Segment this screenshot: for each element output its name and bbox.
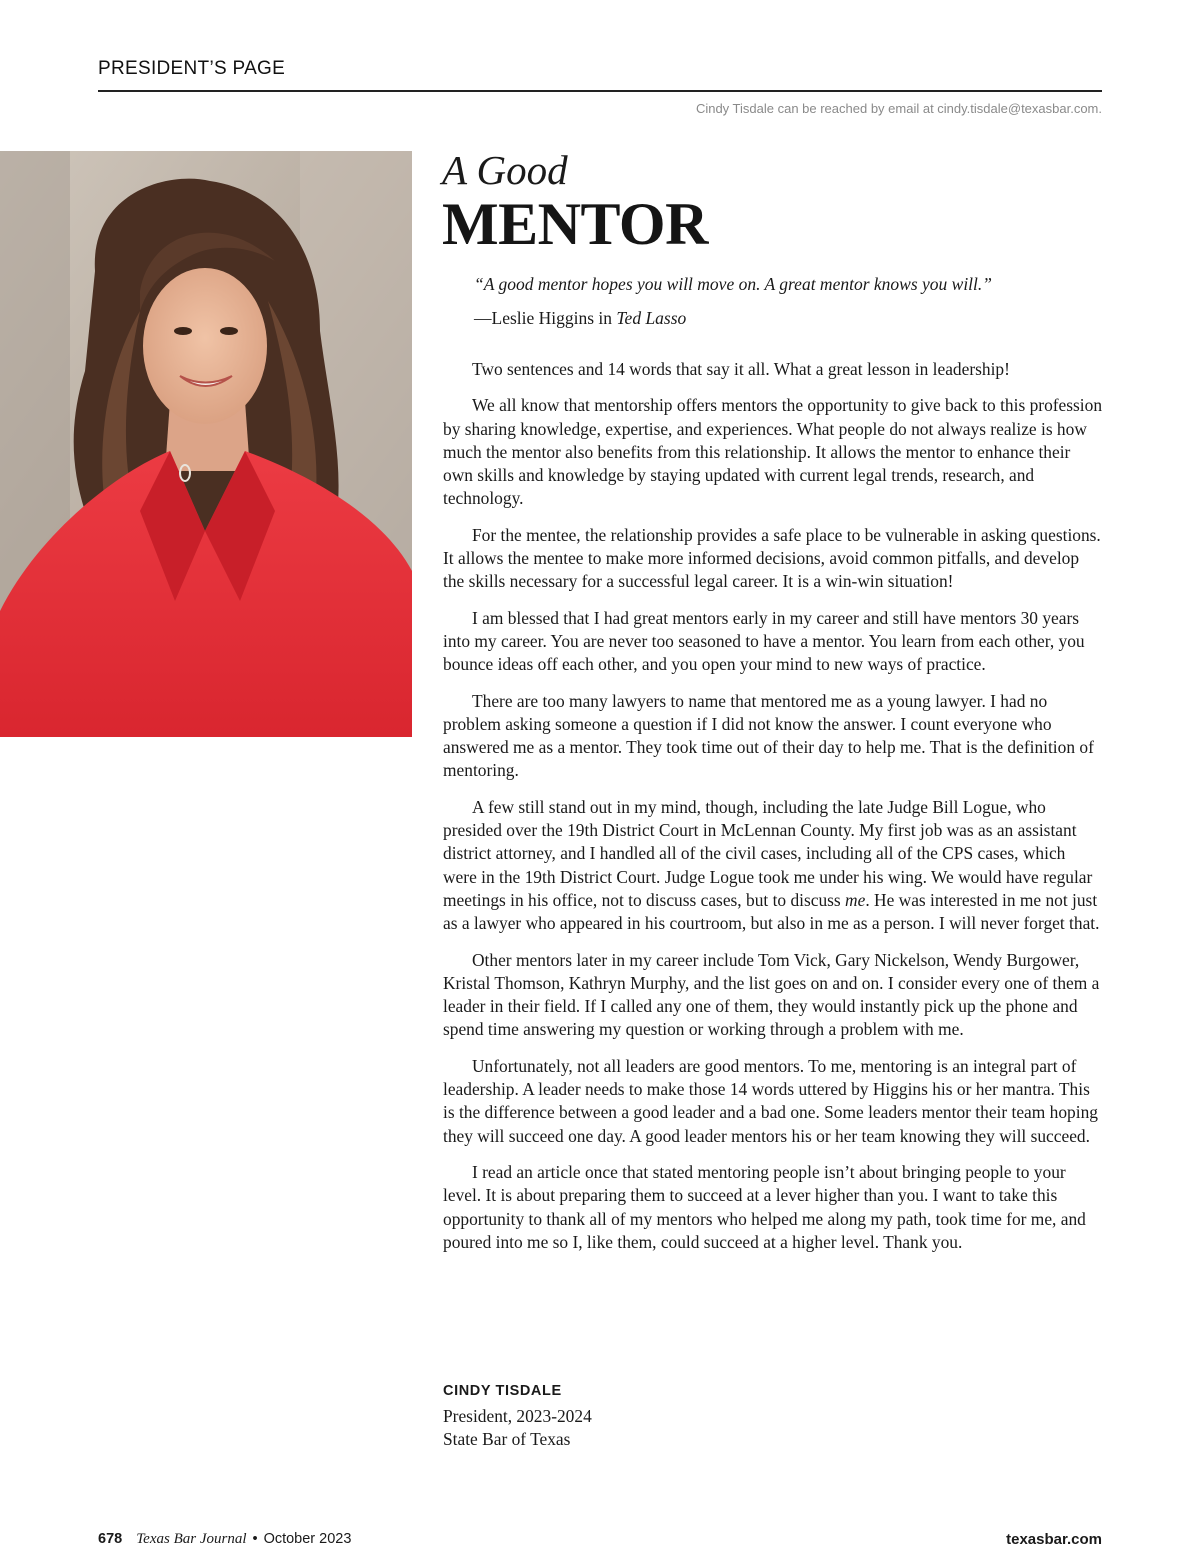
issue-date: October 2023	[263, 1531, 352, 1547]
article-title-line1: A Good	[442, 147, 568, 193]
paragraph: We all know that mentorship offers mentors the opportunity to give back to this profession by sharing knowledge, expertise, and experiences. What people do not always realize is how much the mentor also benefits from this relationship. It allows the mentor to enhance their own skills and knowledge by staying updated with current legal trends, research, and technology.	[443, 395, 1103, 509]
article-title-line2: MENTOR	[442, 191, 708, 257]
footer-separator: •	[252, 1531, 258, 1547]
paragraph	[443, 796, 1103, 936]
journal-name: Texas Bar Journal	[136, 1531, 247, 1547]
epigraph-attribution	[474, 308, 686, 329]
paragraph: I read an article once that stated mentoring people isn’t about bringing people to your level. It is about preparing them to succeed at a lever higher than you. I want to take this opportunity to thank all of my mentors who helped me along my path, took time for me, and poured into me so I, like them, could succeed at a higher level. Thank you.	[443, 1161, 1086, 1252]
footer-website: texasbar.com	[1006, 1531, 1102, 1548]
paragraph: Two sentences and 14 words that say it all. What a great lesson in leadership!	[472, 359, 1010, 379]
article-body	[443, 358, 1103, 1267]
contact-line: Cindy Tisdale can be reached by email at cindy.tisdale@texasbar.com.	[695, 101, 1102, 116]
paragraph: Unfortunately, not all leaders are good mentors. To me, mentoring is an integral part of leadership. A leader needs to make those 14 words uttered by Higgins his or her mantra. This is the difference between a good leader and a bad one. Some leaders mentor their team hoping they will succeed one day. A good leader mentors his or her team knowing they will succeed.	[443, 1055, 1098, 1146]
section-label: PRESIDENT’S PAGE	[98, 58, 286, 79]
header-divider	[98, 90, 1102, 92]
signature-organization: State Bar of Texas	[443, 1429, 571, 1449]
paragraph: There are too many lawyers to name that mentored me as a young lawyer. I had no problem asking someone a question if I did not know the answer. I count everyone who answered me as a mentor. They took time out of their day to help me. That is the definition of mentoring.	[443, 690, 1094, 781]
paragraph: For the mentee, the relationship provides a safe place to be vulnerable in asking questions. It allows the mentee to make more informed decisions, avoid common pitfalls, and develop the skills necessary for a successful legal career. It is a win-win situation!	[443, 524, 1101, 592]
author-portrait-photo	[0, 151, 412, 737]
page-footer	[98, 1531, 351, 1548]
paragraph: I am blessed that I had great mentors early in my career and still have mentors 30 years into my career. You are never too seasoned to have a mentor. You learn from each other, you bounce ideas off each other, and you open your mind to new ways of practice.	[443, 607, 1085, 675]
page-number: 678	[98, 1531, 123, 1547]
paragraph-text-tail: . He was interested in me not just as a lawyer who appeared in his courtroom, but also in me as a person. I will never forget that.	[443, 889, 1100, 934]
signature-name: CINDY TISDALE	[443, 1383, 562, 1399]
epigraph-quote: “A good mentor hopes you will move on. A great mentor knows you will.”	[474, 274, 993, 294]
signature-role: President, 2023-2024	[443, 1406, 592, 1426]
paragraph-text: A few still stand out in my mind, though, including the late Judge Bill Logue, who presided over the 19th District Court in McLennan County. My first job was as an assistant district attorney, and I handled all of the civil cases, including all of the CPS cases, which were in the 19th District Court. Judge Logue took me under his wing. We would have regular meetings in his office, not to discuss cases, but to discuss	[443, 796, 1093, 910]
paragraph-emphasis: me	[845, 889, 866, 910]
paragraph: Other mentors later in my career include Tom Vick, Gary Nickelson, Wendy Burgower, Kristal Thomson, Kathryn Murphy, and the list goes on and on. I consider every one of them a leader in their field. If I called any one of them, they would instantly pick up the phone and spend time answering my question or working through a problem with me.	[443, 949, 1100, 1040]
attribution-work: Ted Lasso	[616, 308, 687, 328]
attribution-prefix: —Leslie Higgins in	[474, 308, 617, 328]
